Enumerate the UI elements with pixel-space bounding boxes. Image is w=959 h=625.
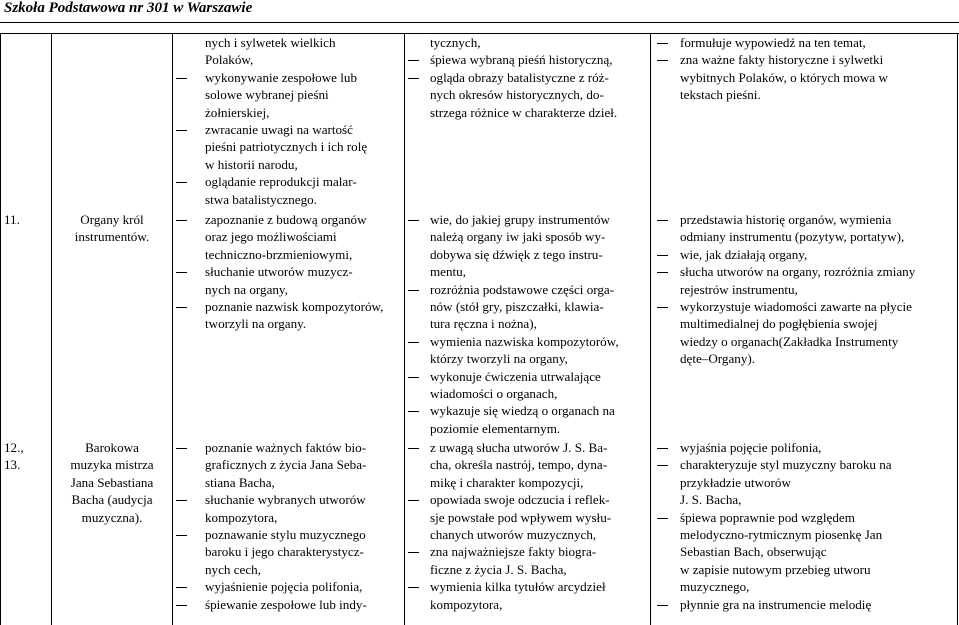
bullet-dash	[176, 182, 187, 183]
col-divider-3	[404, 33, 405, 625]
bullet-dash	[408, 411, 419, 412]
cell-basic	[406, 34, 648, 121]
bullet-dash	[408, 448, 419, 449]
cell-content	[174, 439, 402, 613]
text-line	[174, 121, 402, 138]
line-text: cha, określa nastrój, tempo, dyna-	[430, 457, 608, 473]
line-text: słucha utworów na organy, rozróżnia zmiany	[680, 264, 916, 280]
text-line	[174, 173, 402, 190]
line-text: żołnierskiej,	[205, 104, 270, 120]
line-text: zna ważne fakty historyczne i sylwetki	[680, 52, 884, 68]
text-line	[652, 474, 955, 491]
cell-extended	[652, 439, 955, 613]
line-text: wykazuje się wiedzą o organach na	[430, 403, 615, 419]
bullet-dash	[657, 255, 668, 256]
line-text: wyjaśnia pojęcie polifonia,	[680, 440, 822, 455]
line-text: nych i sylwetek wielkich	[205, 35, 336, 50]
line-text: wykorzystuje wiadomości zawarte na płycie	[680, 298, 912, 314]
bullet-dash	[176, 448, 187, 449]
text-line	[406, 263, 648, 280]
line-text: słuchanie wybranych utworów	[205, 492, 366, 508]
cell-num	[4, 439, 48, 474]
line-text: rozróżnia podstawowe części orga-	[430, 281, 615, 297]
text-line	[174, 491, 402, 508]
topic-line	[54, 474, 170, 491]
line-text: tycznych,	[430, 35, 481, 50]
line-text: opowiada swoje odczucia i reflek-	[430, 492, 610, 508]
bullet-dash	[176, 605, 187, 606]
line-text: strzega różnice w charakterze dzieł.	[430, 104, 618, 120]
line-text: oglądanie reprodukcji malar-	[205, 174, 357, 190]
line-text: muzyka mistrza	[70, 457, 154, 473]
line-text: tworzyli na organy.	[205, 316, 307, 332]
bullet-dash	[657, 43, 668, 44]
line-text: techniczno-brzmieniowymi,	[205, 246, 353, 262]
text-line	[174, 34, 402, 51]
line-text: Sebastian Bach, obserwując	[680, 544, 827, 560]
line-text: rejestrów instrumentu,	[680, 281, 798, 297]
text-line	[174, 228, 402, 245]
text-line	[406, 439, 648, 456]
text-line	[652, 298, 955, 315]
bullet-dash	[408, 552, 419, 553]
text-line	[406, 51, 648, 68]
line-text: Jana Sebastiana	[70, 474, 154, 490]
line-text: wiedzy o organach(Zakładka Instrumenty	[680, 333, 899, 349]
bullet-dash	[408, 290, 419, 291]
cell-basic	[406, 211, 648, 437]
line-text: poznanie ważnych faktów bio-	[205, 440, 367, 455]
topic-line	[54, 211, 170, 228]
bullet-dash	[657, 60, 668, 61]
topic-line	[54, 491, 170, 508]
line-text: nów (stół gry, piszczałki, klawia-	[430, 298, 604, 314]
line-text: stwa batalistycznego.	[205, 191, 317, 207]
line-text: wybitnych Polaków, o których mowa w	[680, 69, 888, 85]
line-text: Organy król	[80, 212, 144, 227]
text-line	[652, 315, 955, 332]
text-line	[174, 86, 402, 103]
text-line	[652, 561, 955, 578]
header-rule	[0, 22, 959, 23]
line-text: dęte–Organy).	[680, 351, 756, 367]
text-line	[406, 578, 648, 595]
cell-content	[174, 34, 402, 208]
text-line	[406, 402, 648, 419]
line-text: charakteryzuje styl muzyczny baroku na	[680, 457, 892, 473]
text-line	[174, 246, 402, 263]
line-text: muzycznego,	[680, 579, 750, 595]
line-text: wiadomości o organach,	[430, 385, 558, 401]
text-line	[406, 474, 648, 491]
bullet-dash	[176, 500, 187, 501]
line-text: 11.	[4, 212, 20, 227]
text-line	[406, 315, 648, 332]
cell-num	[4, 211, 48, 228]
line-text: śpiewanie zespołowe lub indy-	[205, 596, 367, 612]
line-text: 12.,	[4, 440, 24, 455]
bullet-dash	[657, 272, 668, 273]
text-line	[406, 420, 648, 437]
text-line	[406, 350, 648, 367]
line-text: tekstach pieśni.	[680, 87, 761, 103]
line-text: poznanie nazwisk kompozytorów,	[205, 298, 384, 314]
bullet-dash	[176, 130, 187, 131]
line-text: chanych utworów muzycznych,	[430, 526, 597, 542]
line-text: ogląda obrazy batalistyczne z róż-	[430, 69, 609, 85]
text-line	[406, 543, 648, 560]
text-line	[406, 491, 648, 508]
line-text: J. S. Bacha,	[680, 492, 742, 508]
bullet-dash	[408, 60, 419, 61]
text-line	[174, 509, 402, 526]
line-text: dobywa się dźwięk z tego instru-	[430, 246, 603, 262]
text-line	[406, 34, 648, 51]
text-line	[174, 281, 402, 298]
text-line	[406, 86, 648, 103]
topic-line	[54, 509, 170, 526]
text-line	[652, 596, 955, 613]
line-text: poziomie elementarnym.	[430, 420, 561, 436]
line-text: nych cech,	[205, 561, 261, 577]
text-line	[406, 228, 648, 245]
text-line	[406, 385, 648, 402]
line-text: kompozytora,	[205, 509, 278, 525]
bullet-dash	[176, 220, 187, 221]
cell-topic	[54, 439, 170, 526]
line-text: tura ręczna i nożna),	[430, 316, 537, 332]
cell-extended	[652, 34, 955, 104]
text-line	[174, 439, 402, 456]
line-text: wie, do jakiej grupy instrumentów	[430, 212, 611, 227]
text-line	[174, 561, 402, 578]
bullet-dash	[176, 307, 187, 308]
text-line	[174, 596, 402, 613]
text-line	[174, 543, 402, 560]
text-line	[406, 526, 648, 543]
line-text: solowe wybranej pieśni	[205, 87, 329, 103]
text-line	[652, 246, 955, 263]
line-text: nych okresów historycznych, do-	[430, 87, 604, 103]
text-line	[406, 596, 648, 613]
line-text: z uwagą słucha utworów J. S. Ba-	[430, 440, 608, 455]
line-text: wymienia nazwiska kompozytorów,	[430, 333, 619, 349]
line-text: zwracanie uwagi na wartość	[205, 121, 353, 137]
text-line	[406, 69, 648, 86]
line-text: mentu,	[430, 264, 467, 280]
line-text: wykonywanie zespołowe lub	[205, 69, 357, 85]
col-divider-2	[172, 33, 173, 625]
bullet-dash	[657, 518, 668, 519]
bullet-dash	[176, 78, 187, 79]
text-line	[174, 191, 402, 208]
line-text: w historii narodu,	[205, 156, 298, 172]
line-text: śpiewa poprawnie pod względem	[680, 509, 855, 525]
line-text: nych na organy,	[205, 281, 288, 297]
text-line	[174, 315, 402, 332]
text-line	[652, 333, 955, 350]
text-line	[652, 526, 955, 543]
bullet-dash	[408, 342, 419, 343]
row-number	[4, 456, 48, 473]
text-line	[652, 263, 955, 280]
line-text: mikę i charakter kompozycji,	[430, 474, 584, 490]
line-text: pieśni patriotycznych i ich rolę	[205, 139, 368, 155]
bullet-dash	[408, 377, 419, 378]
line-text: śpiewa wybraną pieśń historyczną,	[430, 52, 613, 68]
line-text: stiana Bacha,	[205, 474, 275, 490]
bullet-dash	[657, 465, 668, 466]
line-text: melodyczno-rytmicznym piosenkę Jan	[680, 526, 883, 542]
topic-line	[54, 439, 170, 456]
text-line	[652, 228, 955, 245]
text-line	[174, 104, 402, 121]
text-line	[652, 34, 955, 51]
line-text: sje powstałe pod wpływem wysłu-	[430, 509, 612, 525]
table-border-left	[0, 33, 1, 625]
text-line	[652, 211, 955, 228]
line-text: wie, jak działają organy,	[680, 246, 808, 262]
line-text: zna najważniejsze fakty biogra-	[430, 544, 597, 560]
line-text: zapoznanie z budową organów	[205, 212, 367, 227]
text-line	[652, 578, 955, 595]
col-divider-4	[650, 33, 651, 625]
line-text: którzy tworzyli na organy,	[430, 351, 568, 367]
bullet-dash	[176, 587, 187, 588]
text-line	[174, 526, 402, 543]
line-text: kompozytora,	[430, 596, 503, 612]
line-text: wykonuje ćwiczenia utrwalające	[430, 368, 601, 384]
text-line	[406, 281, 648, 298]
line-text: należą organy iw jaki sposób wy-	[430, 229, 606, 245]
text-line	[174, 138, 402, 155]
text-line	[174, 211, 402, 228]
bullet-dash	[408, 500, 419, 501]
line-text: Barokowa	[85, 440, 139, 455]
text-line	[174, 69, 402, 86]
bullet-dash	[408, 587, 419, 588]
line-text: przedstawia historię organów, wymienia	[680, 212, 892, 227]
text-line	[652, 491, 955, 508]
bullet-dash	[657, 448, 668, 449]
line-text: oraz jego możliwościami	[205, 229, 337, 245]
text-line	[406, 368, 648, 385]
line-text: Polaków,	[205, 52, 254, 68]
text-line	[406, 561, 648, 578]
text-line	[652, 439, 955, 456]
bullet-dash	[408, 78, 419, 79]
cell-extended	[652, 211, 955, 368]
text-line	[406, 298, 648, 315]
row-number	[4, 211, 48, 228]
text-line	[652, 51, 955, 68]
line-text: instrumentów.	[74, 229, 150, 245]
row-number	[4, 439, 48, 456]
topic-line	[54, 456, 170, 473]
line-text: przykładzie utworów	[680, 474, 791, 490]
text-line	[652, 350, 955, 367]
text-line	[174, 474, 402, 491]
line-text: muzyczna).	[81, 509, 143, 525]
cell-basic	[406, 439, 648, 613]
text-line	[406, 211, 648, 228]
text-line	[652, 69, 955, 86]
text-line	[652, 456, 955, 473]
line-text: w zapisie nutowym przebieg utworu	[680, 561, 871, 577]
text-line	[406, 246, 648, 263]
bullet-dash	[657, 307, 668, 308]
line-text: graficznych z życia Jana Seba-	[205, 457, 367, 473]
text-line	[174, 51, 402, 68]
text-line	[652, 543, 955, 560]
bullet-dash	[408, 220, 419, 221]
line-text: baroku i jego charakterystycz-	[205, 544, 364, 560]
line-text: wyjaśnienie pojęcia polifonia,	[205, 579, 363, 595]
text-line	[174, 156, 402, 173]
topic-line	[54, 228, 170, 245]
text-line	[652, 281, 955, 298]
text-line	[652, 509, 955, 526]
text-line	[406, 509, 648, 526]
page-header: Szkoła Podstawowa nr 301 w Warszawie	[4, 0, 253, 16]
line-text: poznawanie stylu muzycznego	[205, 526, 366, 542]
text-line	[174, 456, 402, 473]
line-text: multimedialnej do pogłębienia swojej	[680, 316, 878, 332]
bullet-dash	[657, 605, 668, 606]
col-divider-1	[51, 33, 52, 625]
line-text: odmiany instrumentu (pozytyw, portatyw),	[680, 229, 905, 245]
cell-content	[174, 211, 402, 333]
bullet-dash	[176, 535, 187, 536]
text-line	[406, 456, 648, 473]
line-text: słuchanie utworów muzycz-	[205, 264, 353, 280]
bullet-dash	[176, 272, 187, 273]
line-text: Bacha (audycja	[71, 492, 153, 508]
text-line	[406, 333, 648, 350]
text-line	[652, 86, 955, 103]
line-text: 13.	[4, 457, 21, 473]
line-text: formułuje wypowiedź na ten temat,	[680, 35, 866, 50]
line-text: ficzne z życia J. S. Bacha,	[430, 561, 567, 577]
bullet-dash	[657, 220, 668, 221]
text-line	[174, 578, 402, 595]
line-text: płynnie gra na instrumencie melodię	[680, 596, 872, 612]
text-line	[406, 104, 648, 121]
table-border-right	[957, 33, 958, 625]
line-text: wymienia kilka tytułów arcydzieł	[430, 579, 606, 595]
text-line	[174, 263, 402, 280]
cell-topic	[54, 211, 170, 246]
text-line	[174, 298, 402, 315]
